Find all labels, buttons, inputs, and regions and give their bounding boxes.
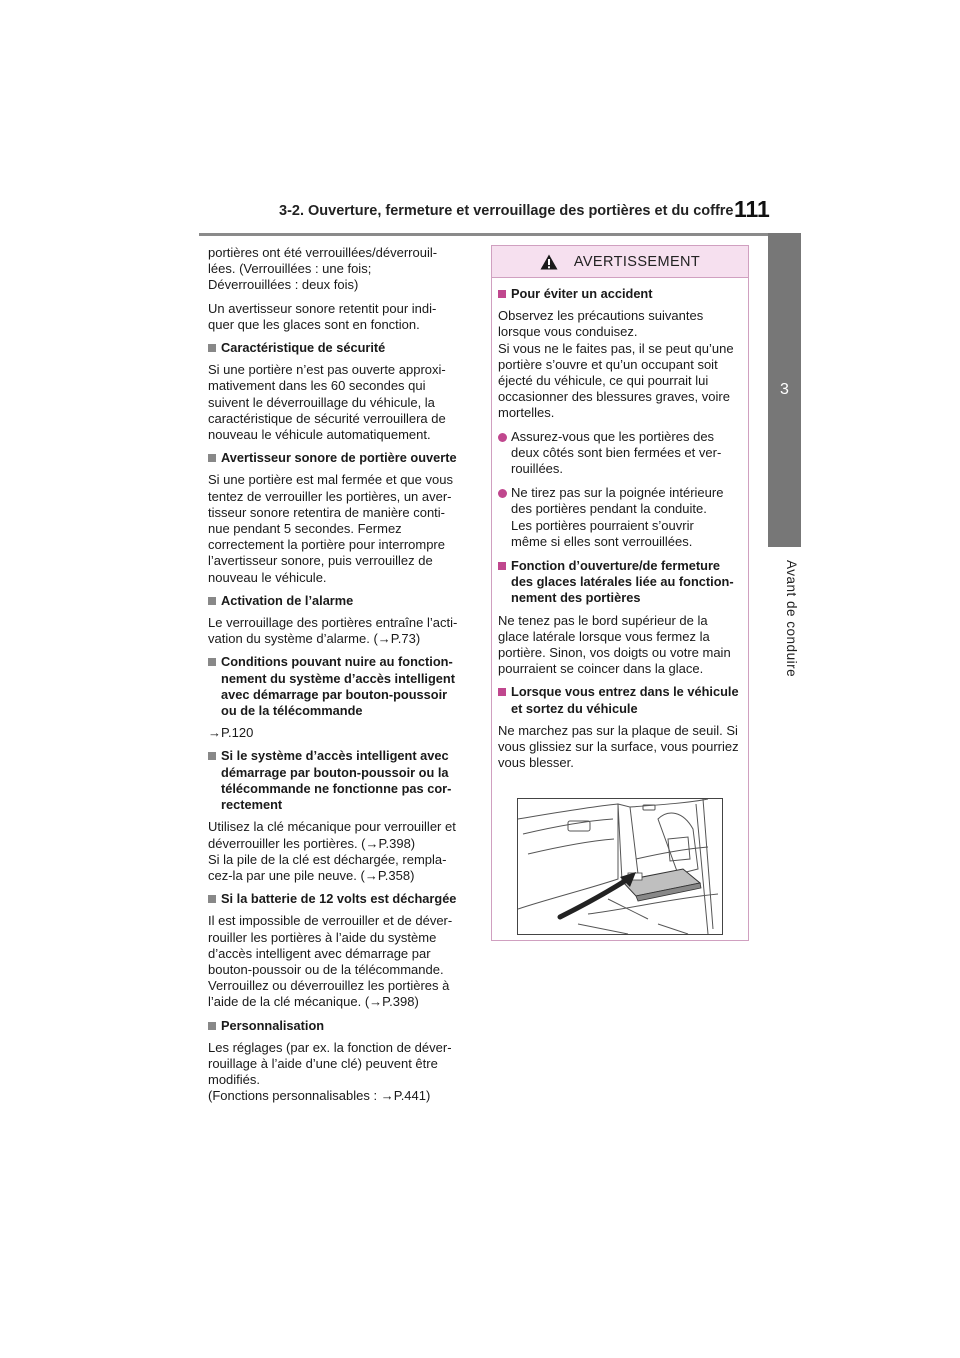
text-line: caractéristique de sécurité verrouillera de [208, 410, 446, 426]
text-line: Si une portière n’est pas ouverte approxi- [208, 362, 446, 378]
square-bullet-icon [208, 658, 216, 666]
warning-heading-glaces [498, 558, 741, 607]
square-bullet-icon [208, 1022, 216, 1030]
text-line: vous glissiez sur la surface, vous pourriez [498, 739, 739, 755]
page-reference-link[interactable]: vation du système d’alarme. (→P.73) [208, 631, 421, 647]
text-line: Si une portière est mal fermée et que vous [208, 472, 453, 488]
square-bullet-icon [208, 752, 216, 760]
text-line: rouillées. [511, 461, 564, 477]
text-line: mortelles. [498, 405, 555, 421]
warning-heading-entree [498, 684, 741, 716]
text-line: suivent le déverrouillage du véhicule, la [208, 394, 435, 410]
square-bullet-icon [498, 688, 506, 696]
text-line: tisseur sonore retentira de manière conti- [208, 504, 446, 520]
section-heading-fonctionne-pas [208, 748, 470, 813]
heading-line: ou de la télécommande [221, 703, 363, 719]
text-line: Si vous ne le faites pas, il se peut qu’une [498, 340, 734, 356]
warning-bullet-item [498, 429, 741, 478]
bullet-text [511, 429, 721, 478]
section-heading-batterie [208, 891, 470, 907]
heading-text: Personnalisation [221, 1017, 325, 1033]
heading-text [221, 748, 451, 813]
text-line: bouton-poussoir ou de la télécommande. [208, 961, 444, 977]
square-bullet-icon [498, 562, 506, 570]
text-line: rouillage à l’aide d’une clé) peuvent être [208, 1055, 438, 1071]
heading-text [511, 684, 739, 716]
heading-line: rectement [221, 797, 283, 813]
heading-text: Si la batterie de 12 volts est déchargée [221, 891, 457, 907]
section-heading-personnalisation [208, 1018, 470, 1034]
text-line: nue pendant 5 secondes. Fermez [208, 521, 402, 537]
text-line: nouveau le véhicule automatiquement. [208, 427, 431, 443]
text-line: portière s’ouvre et qu’un occupant soit [498, 356, 718, 372]
left-column [208, 245, 470, 1112]
round-bullet-icon [498, 489, 507, 498]
text-line: Ne tirez pas sur la poignée intérieure [511, 485, 724, 501]
text-line: correctement la portière pour interrompre [208, 537, 445, 553]
text-line: portière. Sinon, vos doigts ou votre main [498, 645, 731, 661]
square-bullet-icon [208, 895, 216, 903]
text-line: l’avertisseur sonore, puis verrouillez de [208, 553, 433, 569]
warning-glaces-paragraph [498, 613, 741, 678]
section-title: 3-2. Ouverture, fermeture et verrouillage des portières et du coffre [279, 203, 734, 219]
text-line: glace latérale lorsque vous fermez la [498, 628, 710, 644]
header-rule [199, 233, 801, 236]
text-line: Ne marchez pas sur la plaque de seuil. Si [498, 722, 738, 738]
text-line: mativement dans les 60 secondes qui [208, 378, 426, 394]
text-line: Verrouillez ou déverrouillez les portières à [208, 978, 450, 994]
heading-line: Fonction d’ouverture/de fermeture [511, 558, 721, 574]
heading-line: démarrage par bouton-poussoir ou la [221, 764, 449, 780]
heading-line: nement des portières [511, 590, 641, 606]
fonctionne-pas-paragraph [208, 819, 470, 884]
text-line: éjecté du véhicule, ce qui pourrait lui [498, 373, 709, 389]
avertisseur-paragraph [208, 472, 470, 585]
text-line: lées. (Verrouillées : une fois; [208, 261, 372, 277]
page-number: 111 [734, 196, 770, 222]
text-line: Le verrouillage des portières entraîne l’acti- [208, 615, 458, 631]
page-reference-link[interactable]: cez-la par une pile neuve. (→P.358) [208, 867, 415, 883]
heading-text [221, 654, 455, 719]
heading-line: Lorsque vous entrez dans le véhicule [511, 684, 739, 700]
warning-accident-paragraph [498, 308, 741, 421]
page-reference-link[interactable]: l’aide de la clé mécanique. (→P.398) [208, 994, 419, 1010]
chapter-number: 3 [780, 381, 789, 398]
heading-text: Avertisseur sonore de portière ouverte [221, 450, 457, 466]
text-line: nouveau le véhicule. [208, 569, 327, 585]
text-line: Il est impossible de verrouiller et de déver- [208, 913, 453, 929]
heading-line: et sortez du véhicule [511, 700, 638, 716]
heading-text [511, 558, 734, 607]
text-line: Utilisez la clé mécanique pour verrouiller et [208, 819, 456, 835]
heading-line: avec démarrage par bouton-poussoir [221, 686, 448, 702]
warning-triangle-icon [540, 254, 558, 270]
heading-line: des glaces latérales liée au fonction- [511, 574, 734, 590]
conditions-paragraph [208, 725, 470, 741]
text-line: vous blesser. [498, 755, 574, 771]
text-line: Observez les précautions suivantes [498, 308, 704, 324]
square-bullet-icon [208, 344, 216, 352]
text-line: Assurez-vous que les portières des [511, 428, 715, 444]
round-bullet-icon [498, 433, 507, 442]
text-line: Les portières pourraient s’ouvrir [511, 517, 694, 533]
text-line: d’accès intelligent avec démarrage par [208, 945, 431, 961]
text-line: rouiller les portières à l’aide du système [208, 929, 437, 945]
text-line: Ne tenez pas le bord supérieur de la [498, 612, 708, 628]
section-heading-conditions [208, 654, 470, 719]
windows-paragraph [208, 301, 470, 333]
square-bullet-icon [208, 597, 216, 605]
warning-bullet-item [498, 485, 741, 550]
warning-entree-paragraph [498, 723, 741, 772]
warning-body [492, 278, 748, 771]
heading-text: Caractéristique de sécurité [221, 340, 386, 356]
text-line: modifiés. [208, 1072, 261, 1088]
section-heading-avertisseur [208, 450, 470, 466]
section-heading-alarme [208, 593, 470, 609]
text-line: pourraient se coincer dans la glace. [498, 661, 704, 677]
batterie-paragraph [208, 913, 470, 1010]
door-sill-illustration [517, 798, 723, 935]
chapter-tab [768, 233, 801, 547]
square-bullet-icon [498, 290, 506, 298]
heading-line: nement du système d’accès intelligent [221, 670, 455, 686]
heading-line: Conditions pouvant nuire au fonction- [221, 654, 453, 670]
text-line: occasionner des blessures graves, voire [498, 389, 730, 405]
heading-line: télécommande ne fonctionne pas cor- [221, 780, 452, 796]
warning-title: AVERTISSEMENT [573, 253, 701, 270]
text-line: lorsque vous conduisez. [498, 324, 638, 340]
page-reference-link[interactable]: déverrouiller les portières. (→P.398) [208, 835, 416, 851]
intro-paragraph [208, 245, 470, 294]
page-reference-link[interactable]: →P.120 [208, 725, 254, 741]
text-line: Déverrouillées : deux fois) [208, 277, 359, 293]
heading-text: Activation de l’alarme [221, 592, 354, 608]
text-line: deux côtés sont bien fermées et ver- [511, 444, 722, 460]
text-line: des portières pendant la conduite. [511, 501, 707, 517]
page-reference-link[interactable]: (Fonctions personnalisables : →P.441) [208, 1088, 431, 1104]
text-line: Les réglages (par ex. la fonction de déver- [208, 1039, 452, 1055]
warning-header [492, 246, 748, 278]
alarme-paragraph [208, 615, 470, 647]
text-line: portières ont été verrouillées/déverrouil- [208, 245, 438, 260]
text-line: même si elles sont verrouillées. [511, 533, 693, 549]
text-line: Si la pile de la clé est déchargée, rempla- [208, 851, 447, 867]
square-bullet-icon [208, 454, 216, 462]
heading-line: Si le système d’accès intelligent avec [221, 748, 449, 764]
securite-paragraph [208, 362, 470, 443]
bullet-text [511, 485, 723, 550]
text-line: quer que les glaces sont en fonction. [208, 316, 420, 332]
section-heading-securite [208, 340, 470, 356]
personnalisation-paragraph [208, 1040, 470, 1105]
chapter-label: Avant de conduire [784, 560, 799, 678]
warning-heading-accident [498, 286, 741, 302]
door-sill-drawing [518, 799, 722, 934]
heading-text: Pour éviter un accident [511, 286, 653, 301]
text-line: tentez de verrouiller les portières, un aver- [208, 488, 452, 504]
text-line: Un avertisseur sonore retentit pour indi- [208, 300, 437, 316]
